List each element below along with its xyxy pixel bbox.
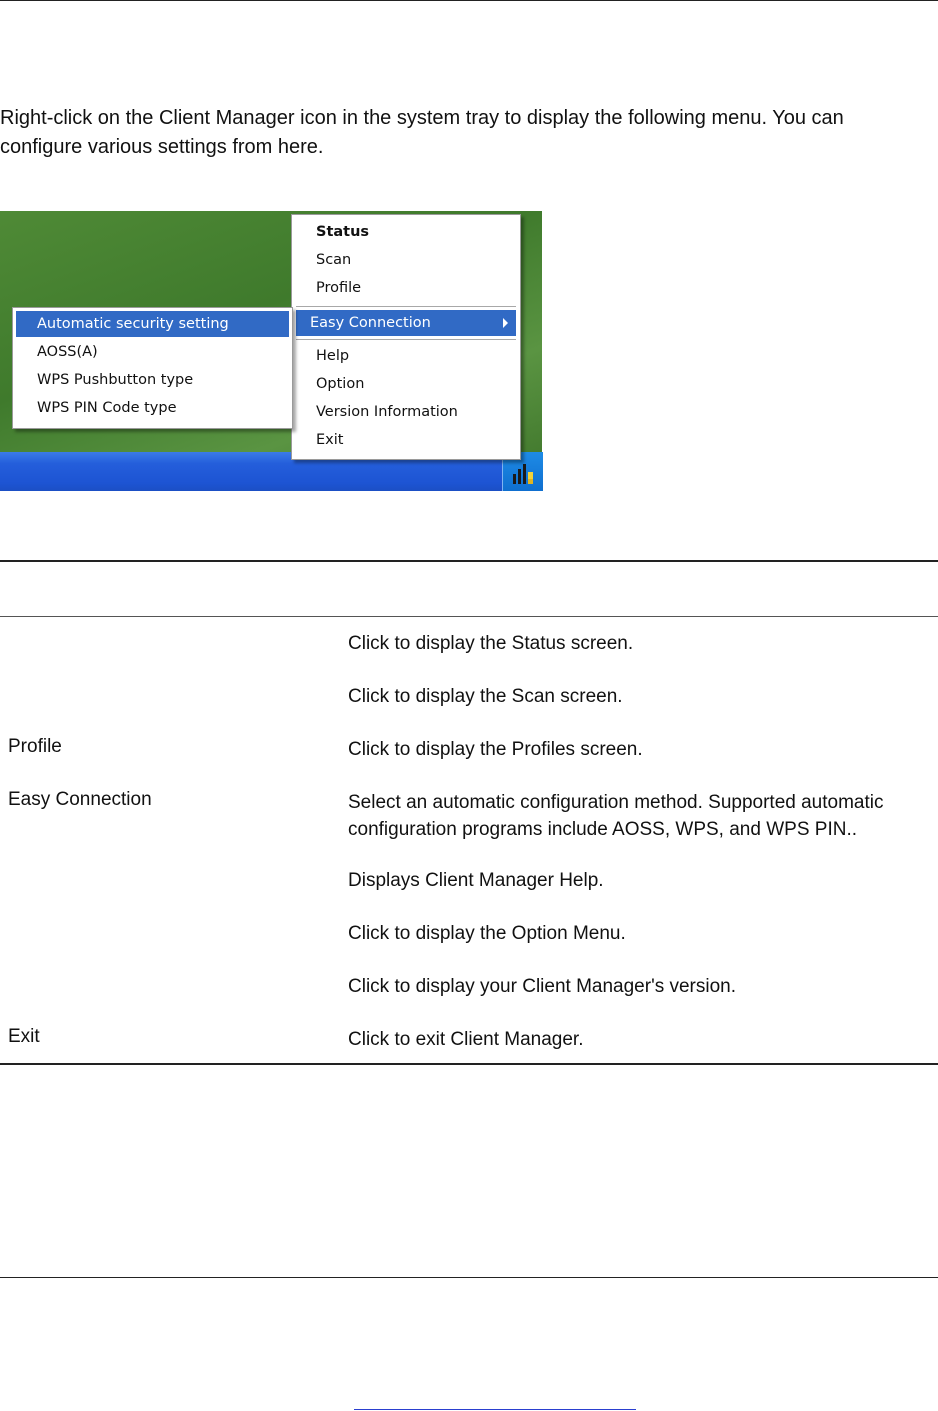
table-header-rule <box>0 616 938 617</box>
menu-item-exit[interactable]: Exit <box>316 432 344 448</box>
menu-item-version-information[interactable]: Version Information <box>316 404 458 420</box>
table-top-rule <box>0 560 938 562</box>
menu-separator <box>296 306 516 307</box>
footer-link-underline[interactable] <box>354 1409 636 1410</box>
client-manager-tray-icon[interactable] <box>510 460 536 486</box>
menu-item-scan[interactable]: Scan <box>316 252 352 268</box>
submenu-item-automatic-security-setting[interactable]: Automatic security setting <box>16 311 289 337</box>
table-row-easy-connection-desc: Select an automatic configuration method. Supported automatic configuration programs include AOSS, WPS, and WPS PIN.. <box>348 792 884 840</box>
easy-connection-submenu <box>12 307 293 429</box>
submenu-item-wps-pin-code[interactable]: WPS PIN Code type <box>37 400 177 416</box>
menu-item-option[interactable]: Option <box>316 376 365 392</box>
table-row-easy-connection-name: Easy Connection <box>8 789 152 810</box>
intro-paragraph: Right-click on the Client Manager icon in the system tray to display the following menu. You can configure various settings from here. <box>0 107 844 158</box>
menu-item-easy-connection[interactable]: Easy Connection <box>296 310 516 336</box>
submenu-item-wps-pushbutton[interactable]: WPS Pushbutton type <box>37 372 194 388</box>
table-row-exit-desc: Click to exit Client Manager. <box>348 1029 584 1050</box>
menu-item-profile[interactable]: Profile <box>316 280 362 296</box>
submenu-item-aoss[interactable]: AOSS(A) <box>37 344 98 360</box>
menu-item-help[interactable]: Help <box>316 348 350 364</box>
menu-separator <box>296 339 516 340</box>
context-menu <box>291 214 521 460</box>
top-rule <box>0 0 938 1</box>
table-row-scan-desc: Click to display the Scan screen. <box>348 686 623 707</box>
table-bottom-rule <box>0 1063 938 1065</box>
submenu-arrow-icon <box>503 318 508 328</box>
table-row-version-desc: Click to display your Client Manager's version. <box>348 976 737 997</box>
table-row-option-desc: Click to display the Option Menu. <box>348 923 626 944</box>
table-row-profile-desc: Click to display the Profiles screen. <box>348 739 643 760</box>
table-row-status-desc: Click to display the Status screen. <box>348 633 634 654</box>
table-row-help-desc: Displays Client Manager Help. <box>348 870 604 891</box>
footer-rule <box>0 1277 938 1278</box>
table-row-profile-name: Profile <box>8 736 62 757</box>
menu-item-status[interactable]: Status <box>316 224 370 240</box>
signal-bars-icon <box>510 460 536 486</box>
table-row-exit-name: Exit <box>8 1026 40 1047</box>
